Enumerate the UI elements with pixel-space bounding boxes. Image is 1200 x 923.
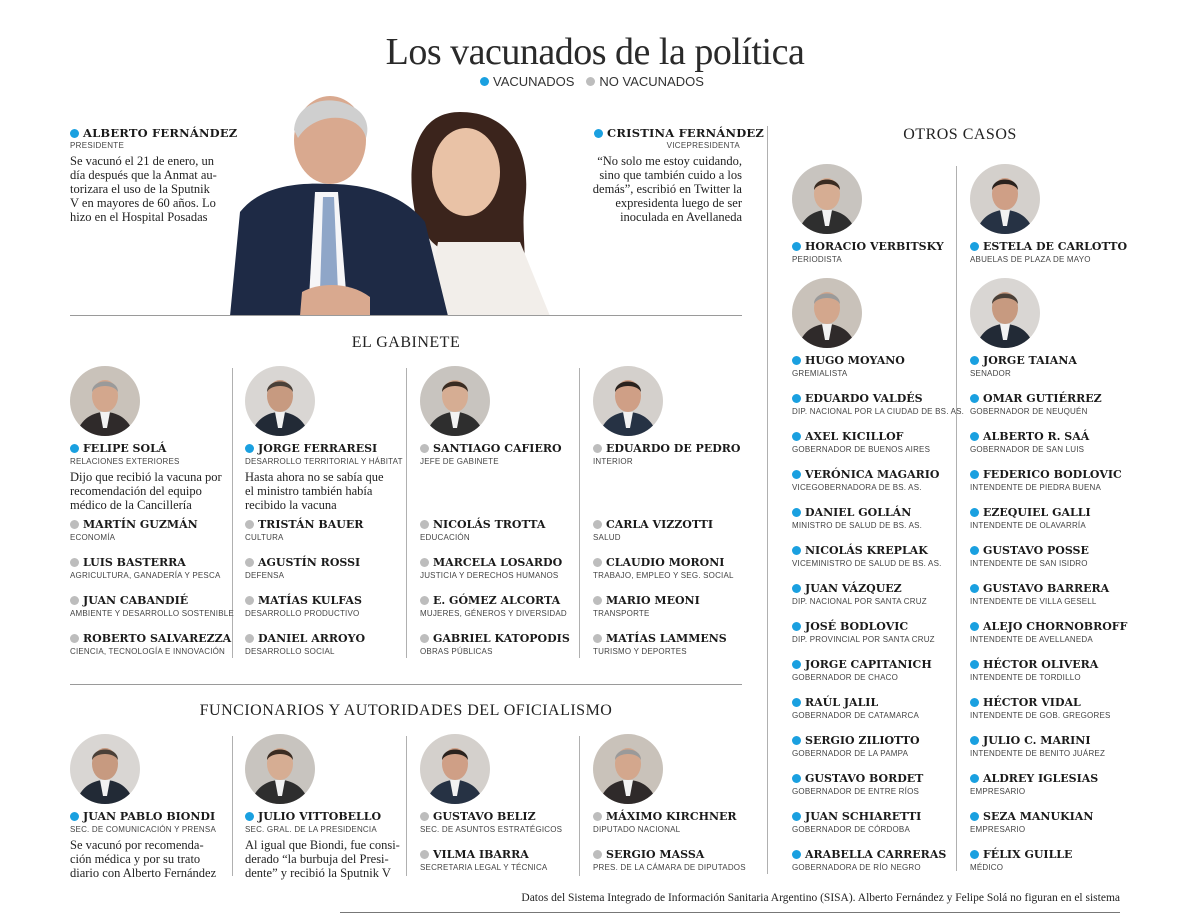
- vaccinated-dot-icon: [70, 812, 79, 821]
- person-name-ezequiel-galli: EZEQUIEL GALLI: [970, 506, 1091, 519]
- person-name-matias-kulfas: MATÍAS KULFAS: [245, 594, 362, 607]
- person-name-luis-basterra: LUIS BASTERRA: [70, 556, 186, 569]
- vaccinated-dot-icon: [970, 508, 979, 517]
- not-vaccinated-dot-icon: [245, 634, 254, 643]
- vaccinated-dot-icon: [594, 129, 603, 138]
- gabinete-section-title: EL GABINETE: [351, 334, 461, 351]
- person-name-martin-guzman: MARTÍN GUZMÁN: [70, 518, 198, 531]
- person-role: ECONOMÍA: [70, 533, 116, 542]
- person-role: JUSTICIA Y DERECHOS HUMANOS: [420, 571, 559, 580]
- vaccinated-dot-icon: [970, 470, 979, 479]
- lead-right-role: VICEPRESIDENTA: [666, 141, 740, 150]
- not-vaccinated-dot-icon: [420, 444, 429, 453]
- person-name-felipe-sola: FELIPE SOLÁ: [70, 442, 166, 455]
- person-role: SALUD: [593, 533, 621, 542]
- person-note: Se vacunó por recomenda- ción médica y por su trato diario con Alberto Fernández: [70, 838, 217, 880]
- not-vaccinated-dot-icon: [420, 558, 429, 567]
- person-name-roberto-salvarezza: ROBERTO SALVAREZZA: [70, 632, 231, 645]
- person-name-juan-schiaretti: JUAN SCHIARETTI: [792, 810, 921, 823]
- not-vaccinated-dot-icon: [420, 850, 429, 859]
- vaccinated-dot-icon: [970, 242, 979, 251]
- not-vaccinated-dot-icon: [593, 850, 602, 859]
- avatar: [792, 278, 862, 348]
- person-role: DESARROLLO SOCIAL: [245, 647, 335, 656]
- not-vaccinated-dot-icon: [420, 634, 429, 643]
- person-role: GOBERNADORA DE RÍO NEGRO: [792, 863, 921, 872]
- column-divider: [767, 126, 768, 874]
- person-role: ABUELAS DE PLAZA DE MAYO: [970, 255, 1091, 264]
- person-name-gustavo-barrera: GUSTAVO BARRERA: [970, 582, 1109, 595]
- person-role: VICEMINISTRO DE SALUD DE BS. AS.: [792, 559, 942, 568]
- person-role: DIPUTADO NACIONAL: [593, 825, 681, 834]
- person-role: INTENDENTE DE TORDILLO: [970, 673, 1081, 682]
- lead-right-name: CRISTINA FERNÁNDEZ: [594, 126, 764, 140]
- person-name-gustavo-posse: GUSTAVO POSSE: [970, 544, 1089, 557]
- funcionarios-section-title: FUNCIONARIOS Y AUTORIDADES DEL OFICIALISMO: [199, 702, 613, 719]
- vaccinated-dot-icon: [792, 736, 801, 745]
- person-role: CULTURA: [245, 533, 284, 542]
- legend-vacunados: VACUNADOS: [480, 74, 574, 89]
- vaccinated-dot-icon: [792, 622, 801, 631]
- avatar: [593, 366, 663, 436]
- person-role: MINISTRO DE SALUD DE BS. AS.: [792, 521, 923, 530]
- vaccinated-dot-icon: [970, 584, 979, 593]
- vaccinated-dot-icon: [792, 698, 801, 707]
- column-divider: [579, 368, 580, 658]
- person-note: Hasta ahora no se sabía que el ministro también había recibido la vacuna: [245, 470, 384, 512]
- person-name-carla-vizzotti: CARLA VIZZOTTI: [593, 518, 713, 531]
- vaccinated-dot-icon: [792, 432, 801, 441]
- person-role: DEFENSA: [245, 571, 285, 580]
- vaccinated-dot-icon: [70, 129, 79, 138]
- section-divider: [70, 315, 742, 316]
- vaccinated-dot-icon: [792, 584, 801, 593]
- vaccinated-dot-icon: [970, 356, 979, 365]
- vaccinated-dot-icon: [792, 660, 801, 669]
- person-name-jorge-capitanich: JORGE CAPITANICH: [792, 658, 932, 671]
- avatar: [593, 734, 663, 804]
- person-name-juan-cabandie: JUAN CABANDIÉ: [70, 594, 188, 607]
- vaccinated-dot-icon: [792, 812, 801, 821]
- vaccinated-dot-icon: [792, 774, 801, 783]
- not-vaccinated-dot-icon: [70, 558, 79, 567]
- person-name-felix-guille: FÉLIX GUILLE: [970, 848, 1072, 861]
- lead-left-role: PRESIDENTE: [70, 141, 125, 150]
- avatar: [420, 734, 490, 804]
- person-name-jorge-ferraresi: JORGE FERRARESI: [245, 442, 377, 455]
- column-divider: [956, 166, 957, 871]
- person-name-marcela-losardo: MARCELA LOSARDO: [420, 556, 562, 569]
- person-role: OBRAS PÚBLICAS: [420, 647, 493, 656]
- vaccinated-dot-icon: [970, 622, 979, 631]
- vaccinated-dot-icon: [480, 77, 489, 86]
- person-name-juan-vazquez: JUAN VÁZQUEZ: [792, 582, 902, 595]
- person-role: AMBIENTE Y DESARROLLO SOSTENIBLE: [70, 609, 234, 618]
- person-role: GOBERNADOR DE LA PAMPA: [792, 749, 909, 758]
- vaccinated-dot-icon: [970, 394, 979, 403]
- not-vaccinated-dot-icon: [245, 596, 254, 605]
- person-name-raul-jalil: RAÚL JALIL: [792, 696, 878, 709]
- avatar: [792, 164, 862, 234]
- vaccinated-dot-icon: [792, 242, 801, 251]
- person-role: VICEGOBERNADORA DE BS. AS.: [792, 483, 922, 492]
- not-vaccinated-dot-icon: [593, 520, 602, 529]
- avatar: [70, 734, 140, 804]
- person-name-daniel-arroyo: DANIEL ARROYO: [245, 632, 365, 645]
- person-role: INTENDENTE DE VILLA GESELL: [970, 597, 1097, 606]
- not-vaccinated-dot-icon: [593, 634, 602, 643]
- person-name-jorge-taiana: JORGE TAIANA: [970, 354, 1077, 367]
- person-name-alberto-r-saa: ALBERTO R. SAÁ: [970, 430, 1089, 443]
- person-name-nicolas-kreplak: NICOLÁS KREPLAK: [792, 544, 928, 557]
- person-role: GOBERNADOR DE CHACO: [792, 673, 899, 682]
- page-title: Los vacunados de la política: [385, 31, 805, 73]
- legend: [480, 74, 704, 89]
- vaccinated-dot-icon: [970, 736, 979, 745]
- vaccinated-dot-icon: [970, 432, 979, 441]
- not-vaccinated-dot-icon: [70, 634, 79, 643]
- person-role: JEFE DE GABINETE: [420, 457, 499, 466]
- person-role: SEC. DE ASUNTOS ESTRATÉGICOS: [420, 825, 563, 834]
- person-name-nicolas-trotta: NICOLÁS TROTTA: [420, 518, 545, 531]
- not-vaccinated-dot-icon: [593, 596, 602, 605]
- person-name-hector-vidal: HÉCTOR VIDAL: [970, 696, 1081, 709]
- person-name-eduardo-valdes: EDUARDO VALDÉS: [792, 392, 923, 405]
- person-role: GOBERNADOR DE CÓRDOBA: [792, 825, 910, 834]
- person-name-seza-manukian: SEZA MANUKIAN: [970, 810, 1093, 823]
- person-role: INTENDENTE DE PIEDRA BUENA: [970, 483, 1102, 492]
- person-name-arabella-carreras: ARABELLA CARRERAS: [792, 848, 946, 861]
- column-divider: [406, 736, 407, 876]
- lead-left-name: ALBERTO FERNÁNDEZ: [70, 126, 237, 140]
- not-vaccinated-dot-icon: [70, 596, 79, 605]
- avatar: [70, 366, 140, 436]
- vaccinated-dot-icon: [970, 812, 979, 821]
- avatar: [420, 366, 490, 436]
- avatar: [245, 366, 315, 436]
- not-vaccinated-dot-icon: [593, 812, 602, 821]
- person-name-alejo-chornobroff: ALEJO CHORNOBROFF: [970, 620, 1127, 633]
- person-role: TRABAJO, EMPLEO Y SEG. SOCIAL: [593, 571, 734, 580]
- person-name-eduardo-de-pedro: EDUARDO DE PEDRO: [593, 442, 740, 455]
- person-role: INTENDENTE DE GOB. GREGORES: [970, 711, 1111, 720]
- column-divider: [579, 736, 580, 876]
- person-role: SEC. GRAL. DE LA PRESIDENCIA: [245, 825, 377, 834]
- not-vaccinated-dot-icon: [70, 520, 79, 529]
- legend-no-vacunados: NO VACUNADOS: [586, 74, 704, 89]
- person-name-horacio-verbitsky: HORACIO VERBITSKY: [792, 240, 944, 253]
- not-vaccinated-dot-icon: [420, 812, 429, 821]
- person-name-gustavo-bordet: GUSTAVO BORDET: [792, 772, 923, 785]
- person-role: MÉDICO: [970, 863, 1004, 872]
- person-note: Dijo que recibió la vacuna por recomendación del equipo médico de la Cancillería: [70, 470, 222, 512]
- person-name-hector-olivera: HÉCTOR OLIVERA: [970, 658, 1098, 671]
- person-name-santiago-cafiero: SANTIAGO CAFIERO: [420, 442, 562, 455]
- person-role: GREMIALISTA: [792, 369, 848, 378]
- person-role: DESARROLLO TERRITORIAL Y HÁBITAT: [245, 457, 403, 466]
- vaccinated-dot-icon: [792, 850, 801, 859]
- person-role: EMPRESARIO: [970, 787, 1026, 796]
- person-role: INTENDENTE DE OLAVARRÍA: [970, 521, 1086, 530]
- person-role: PERIODISTA: [792, 255, 842, 264]
- avatar: [970, 278, 1040, 348]
- lead-left-text: Se vacunó el 21 de enero, un día después que la Anmat au- torizara el uso de la Sputnik V en mayores de 60 años. Lo hizo en el Hospital Posadas: [70, 154, 217, 224]
- person-role: INTENDENTE DE BENITO JUÁREZ: [970, 749, 1106, 758]
- column-divider: [406, 368, 407, 658]
- not-vaccinated-dot-icon: [420, 520, 429, 529]
- not-vaccinated-dot-icon: [245, 520, 254, 529]
- vaccinated-dot-icon: [792, 356, 801, 365]
- person-note: Al igual que Biondi, fue consi- derado “la burbuja del Presi- dente” y recibió la Sputnik V: [245, 838, 400, 880]
- person-name-e-gomez-alcorta: E. GÓMEZ ALCORTA: [420, 594, 560, 607]
- not-vaccinated-dot-icon: [593, 558, 602, 567]
- person-name-estela-de-carlotto: ESTELA DE CARLOTTO: [970, 240, 1127, 253]
- person-name-mario-meoni: MARIO MEONI: [593, 594, 700, 607]
- person-role: SECRETARIA LEGAL Y TÉCNICA: [420, 863, 548, 872]
- avatar: [245, 734, 315, 804]
- person-role: DIP. NACIONAL POR LA CIUDAD DE BS. AS.: [792, 407, 965, 416]
- person-role: CIENCIA, TECNOLOGÍA E INNOVACIÓN: [70, 647, 226, 656]
- person-name-sergio-ziliotto: SERGIO ZILIOTTO: [792, 734, 920, 747]
- person-name-maximo-kirchner: MÁXIMO KIRCHNER: [593, 810, 737, 823]
- person-name-jose-bodlovic: JOSÉ BODLOVIC: [792, 620, 908, 633]
- person-role: GOBERNADOR DE BUENOS AIRES: [792, 445, 931, 454]
- person-name-aldrey-iglesias: ALDREY IGLESIAS: [970, 772, 1098, 785]
- vaccinated-dot-icon: [792, 470, 801, 479]
- person-role: EMPRESARIO: [970, 825, 1026, 834]
- person-name-sergio-massa: SERGIO MASSA: [593, 848, 704, 861]
- person-role: DESARROLLO PRODUCTIVO: [245, 609, 360, 618]
- avatar: [970, 164, 1040, 234]
- person-name-federico-bodlovic: FEDERICO BODLOVIC: [970, 468, 1122, 481]
- person-role: EDUCACIÓN: [420, 533, 470, 542]
- vaccinated-dot-icon: [970, 546, 979, 555]
- person-role: SEC. DE COMUNICACIÓN Y PRENSA: [70, 825, 216, 834]
- person-name-omar-gutierrez: OMAR GUTIÉRREZ: [970, 392, 1102, 405]
- not-vaccinated-dot-icon: [245, 558, 254, 567]
- person-role: GOBERNADOR DE ENTRE RÍOS: [792, 787, 920, 796]
- vaccinated-dot-icon: [970, 774, 979, 783]
- lead-right-text: “No solo me estoy cuidando, sino que también cuido a los demás”, escribió en Twitter la expresidenta luego de ser inoculada en Avellaneda: [592, 154, 742, 224]
- person-name-julio-vittobello: JULIO VITTOBELLO: [245, 810, 381, 823]
- person-name-matias-lammens: MATÍAS LAMMENS: [593, 632, 727, 645]
- person-name-vilma-ibarra: VILMA IBARRA: [420, 848, 529, 861]
- vaccinated-dot-icon: [970, 698, 979, 707]
- person-role: GOBERNADOR DE SAN LUIS: [970, 445, 1085, 454]
- person-role: MUJERES, GÉNEROS Y DIVERSIDAD: [420, 609, 567, 618]
- person-role: TRANSPORTE: [593, 609, 650, 618]
- not-vaccinated-dot-icon: [593, 444, 602, 453]
- person-role: TURISMO Y DEPORTES: [593, 647, 687, 656]
- vaccinated-dot-icon: [792, 546, 801, 555]
- vaccinated-dot-icon: [970, 850, 979, 859]
- otros-section-title: OTROS CASOS: [903, 126, 1017, 143]
- section-divider: [70, 684, 742, 685]
- vaccinated-dot-icon: [792, 508, 801, 517]
- person-name-axel-kicillof: AXEL KICILLOF: [792, 430, 903, 443]
- person-role: PRES. DE LA CÁMARA DE DIPUTADOS: [593, 863, 746, 872]
- person-role: RELACIONES EXTERIORES: [70, 457, 180, 466]
- person-role: DIP. PROVINCIAL POR SANTA CRUZ: [792, 635, 935, 644]
- person-role: INTENDENTE DE AVELLANEDA: [970, 635, 1093, 644]
- person-name-gabriel-katopodis: GABRIEL KATOPODIS: [420, 632, 570, 645]
- hero-portraits-image: [220, 92, 580, 316]
- footer-rule: [340, 912, 1120, 913]
- vaccinated-dot-icon: [245, 812, 254, 821]
- vaccinated-dot-icon: [970, 660, 979, 669]
- person-name-gustavo-beliz: GUSTAVO BELIZ: [420, 810, 536, 823]
- not-vaccinated-dot-icon: [420, 596, 429, 605]
- person-role: GOBERNADOR DE NEUQUÉN: [970, 407, 1088, 416]
- person-role: GOBERNADOR DE CATAMARCA: [792, 711, 919, 720]
- person-role: AGRICULTURA, GANADERÍA Y PESCA: [70, 571, 221, 580]
- person-name-agustin-rossi: AGUSTÍN ROSSI: [245, 556, 360, 569]
- person-name-daniel-gollan: DANIEL GOLLÁN: [792, 506, 911, 519]
- person-role: DIP. NACIONAL POR SANTA CRUZ: [792, 597, 927, 606]
- person-name-juan-pablo-biondi: JUAN PABLO BIONDI: [70, 810, 215, 823]
- vaccinated-dot-icon: [792, 394, 801, 403]
- person-name-claudio-moroni: CLAUDIO MORONI: [593, 556, 724, 569]
- person-role: INTERIOR: [593, 457, 633, 466]
- person-name-tristan-bauer: TRISTÁN BAUER: [245, 518, 363, 531]
- person-name-veronica-magario: VERÓNICA MAGARIO: [792, 468, 939, 481]
- not-vaccinated-dot-icon: [586, 77, 595, 86]
- vaccinated-dot-icon: [245, 444, 254, 453]
- person-role: SENADOR: [970, 369, 1011, 378]
- person-role: INTENDENTE DE SAN ISIDRO: [970, 559, 1088, 568]
- source-note: Datos del Sistema Integrado de Información Sanitaria Argentino (SISA). Alberto Fernández y Felipe Solá no figuran en el sistema: [521, 892, 1120, 904]
- person-name-julio-c-marini: JULIO C. MARINI: [970, 734, 1091, 747]
- vaccinated-dot-icon: [70, 444, 79, 453]
- column-divider: [232, 736, 233, 876]
- person-name-hugo-moyano: HUGO MOYANO: [792, 354, 905, 367]
